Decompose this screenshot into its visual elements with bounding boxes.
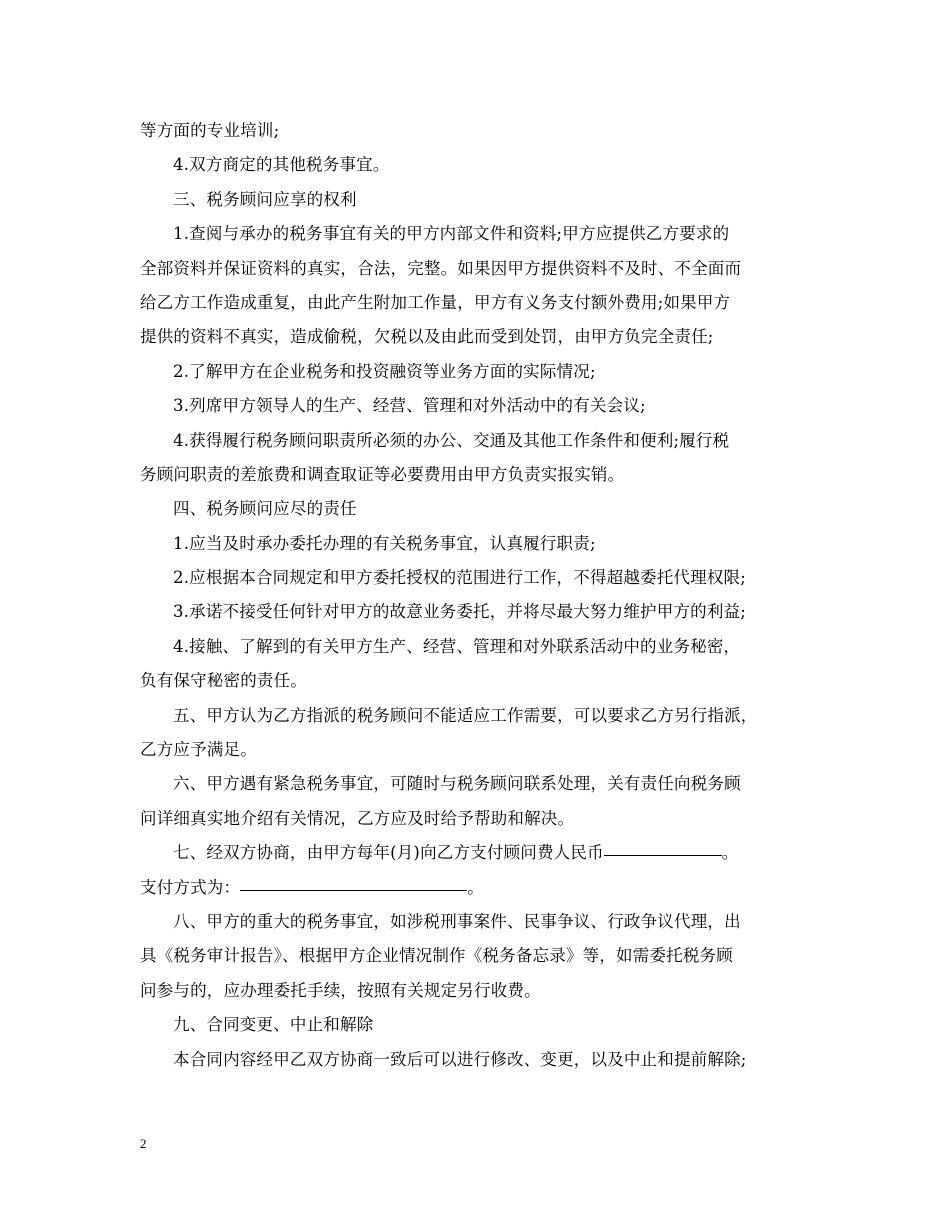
section-heading: 三、税务顾问应享的权利 (173, 189, 357, 209)
text-line: 1.查阅与承办的税务事宜有关的甲方内部文件和资料;甲方应提供乙方要求的 (173, 224, 730, 244)
text-line: 2.应根据本合同规定和甲方委托授权的范围进行工作，不得超越委托代理权限; (173, 568, 747, 588)
text-line: 全部资料并保证资料的真实，合法，完整。如果因甲方提供资料不及时、不全面而 (140, 258, 742, 278)
payment-method-line (140, 871, 820, 905)
text-line: 等方面的专业培训; (140, 121, 280, 140)
payment-method-period: 。 (467, 877, 484, 897)
text-line: 八、甲方的重大的税务事宜，如涉税刑事案件、民事争议、行政争议代理，出 (173, 911, 741, 931)
text-line: 六、甲方遇有紧急税务事宜，可随时与税务顾问联系处理，关有责任向税务顾 (173, 774, 741, 794)
text-line: 问参与的，应办理委托手续，按照有关规定另行收费。 (140, 980, 541, 1000)
text-line: 1.应当及时承办委托办理的有关税务事宜，认真履行职责; (173, 533, 596, 553)
text-line: 乙方应予满足。 (140, 740, 257, 760)
fee-amount-blank (604, 837, 722, 856)
text-line: 3.承诺不接受任何针对甲方的故意业务委托，并将尽最大努力维护甲方的利益; (173, 602, 747, 622)
text-line: 五、甲方认为乙方指派的税务顾问不能适应工作需要，可以要求乙方另行指派， (173, 705, 758, 725)
fee-line (140, 836, 820, 870)
section-heading: 四、税务顾问应尽的责任 (173, 499, 357, 519)
fee-text: 七、经双方协商，由甲方每年(月)向乙方支付顾问费人民币 (173, 843, 604, 863)
text-line: 3.列席甲方领导人的生产、经营、管理和对外活动中的有关会议; (173, 396, 646, 416)
text-line: 4.接触、了解到的有关甲方生产、经营、管理和对外联系活动中的业务秘密， (173, 636, 741, 656)
payment-method-text: 支付方式为： (140, 877, 241, 897)
text-line: 务顾问职责的差旅费和调查取证等必要费用由甲方负责实报实销。 (140, 464, 625, 484)
text-line: 提供的资料不真实，造成偷税，欠税以及由此而受到处罚，由甲方负完全责任; (140, 327, 714, 347)
text-line: 4.双方商定的其他税务事宜。 (173, 155, 390, 175)
fee-period: 。 (721, 843, 739, 863)
section-heading: 九、合同变更、中止和解除 (173, 1015, 374, 1035)
payment-method-blank (240, 872, 467, 891)
text-line: 问详细真实地介绍有关情况，乙方应及时给予帮助和解决。 (140, 808, 575, 828)
text-line: 4.获得履行税务顾问职责所必须的办公、交通及其他工作条件和便利;履行税 (173, 430, 730, 450)
document-body (140, 114, 820, 1077)
text-line: 本合同内容经甲乙双方协商一致后可以进行修改、变更，以及中止和提前解除; (173, 1049, 747, 1069)
text-line: 2.了解甲方在企业税务和投资融资等业务方面的实际情况; (173, 361, 596, 381)
text-line: 负有保守秘密的责任。 (140, 671, 307, 691)
page-number: 2 (140, 1136, 147, 1151)
text-line: 具《税务审计报告》、根据甲方企业情况制作《税务备忘录》等，如需委托税务顾 (140, 946, 733, 966)
text-line: 给乙方工作造成重复，由此产生附加工作量，甲方有义务支付额外费用;如果甲方 (140, 292, 731, 312)
